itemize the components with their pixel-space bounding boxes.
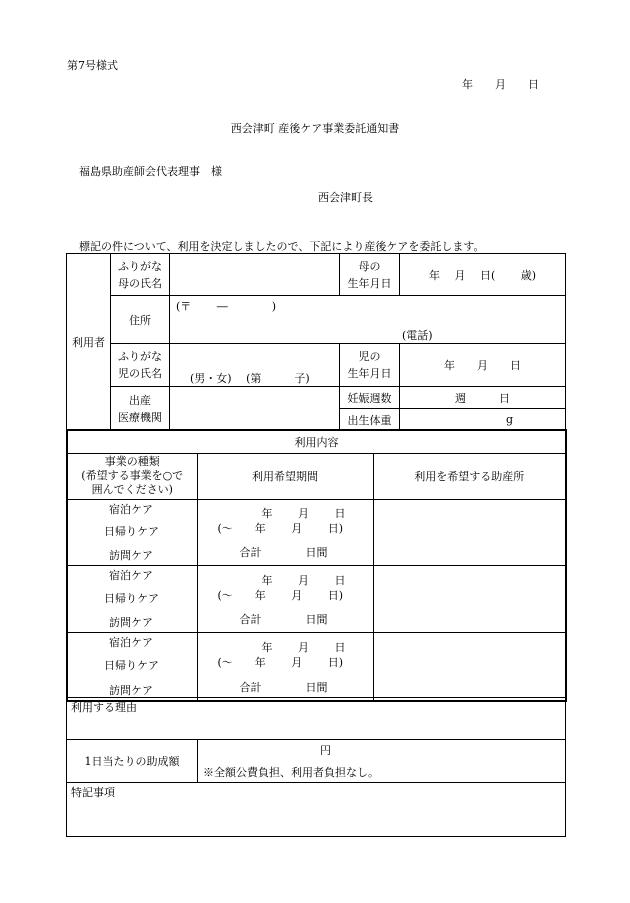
child-dob-field[interactable]: 年 月 日 <box>400 344 566 387</box>
form-number: 第7号様式 <box>67 59 118 72</box>
service-types-cell[interactable] <box>67 499 197 565</box>
visit-care-option[interactable]: 訪問ケア <box>109 615 153 629</box>
period-end: (～ 年 月 日) <box>217 588 344 602</box>
overnight-care-option[interactable]: 宿泊ケア <box>109 568 153 582</box>
child-dob-label: 児の 生年月日 <box>340 344 400 387</box>
facility-label: 出産 医療機関 <box>111 387 170 431</box>
child-name-field[interactable] <box>170 344 340 387</box>
addressee: 福島県助産師会代表理事 様 <box>79 165 222 178</box>
address-label: 住所 <box>111 296 170 344</box>
mother-dob-field[interactable]: 年 月 日( 歳) <box>400 254 566 296</box>
birth-weight-field[interactable]: g <box>400 409 566 431</box>
gestation-label: 妊娠週数 <box>340 387 400 409</box>
user-section-label: 利用者 <box>67 254 111 431</box>
mother-name-field[interactable] <box>170 254 340 296</box>
sender: 西会津町長 <box>318 191 373 204</box>
day-care-option[interactable]: 日帰りケア <box>104 591 159 605</box>
postal-code: (〒 ― ) <box>176 300 277 313</box>
period-cell[interactable] <box>197 565 373 632</box>
usage-row <box>67 632 566 701</box>
notes-label: 特記事項 <box>71 786 115 799</box>
notes-field[interactable] <box>67 783 566 837</box>
facility-cell[interactable] <box>373 565 566 632</box>
mother-dob-label: 母の 生年月日 <box>340 254 400 296</box>
period-start: 年 月 日 <box>261 640 346 654</box>
facility-cell[interactable] <box>373 632 566 701</box>
birth-weight-label: 出生体重 <box>340 409 400 431</box>
child-sex-order: (男・女) (第 子) <box>190 372 310 385</box>
facility-cell[interactable] <box>373 499 566 565</box>
mother-name-label: ふりがな 母の氏名 <box>111 254 170 296</box>
document-title: 西会津町 産後ケア事業委託通知書 <box>230 122 400 135</box>
period-header: 利用希望期間 <box>197 453 373 499</box>
service-types-cell[interactable] <box>67 565 197 632</box>
phone: (電話) <box>402 329 433 342</box>
period-start: 年 月 日 <box>261 506 346 520</box>
reason-field[interactable] <box>67 698 566 740</box>
service-type-header: 事業の種類 (希望する事業を○で 囲んでください) <box>67 453 197 499</box>
child-name-label: ふりがな 児の氏名 <box>111 344 170 387</box>
usage-title: 利用内容 <box>67 430 566 453</box>
intro-text: 標記の件について、利用を決定しましたので、下記により産後ケアを委託します。 <box>79 240 485 253</box>
subsidy-label: 1日当たりの助成額 <box>67 740 198 783</box>
period-end: (～ 年 月 日) <box>217 521 344 535</box>
issue-date: 年 月 日 <box>462 78 539 91</box>
visit-care-option[interactable]: 訪問ケア <box>109 548 153 562</box>
subsidy-unit: 円 <box>320 744 331 757</box>
service-types-cell[interactable] <box>67 632 197 701</box>
day-care-option[interactable]: 日帰りケア <box>104 658 159 672</box>
period-end: (～ 年 月 日) <box>217 655 344 669</box>
gestation-field[interactable]: 週 日 <box>400 387 566 409</box>
period-total: 合計 日間 <box>239 612 328 626</box>
period-total: 合計 日間 <box>239 545 328 559</box>
reason-label: 利用する理由 <box>71 701 137 714</box>
facility-field[interactable] <box>170 387 340 431</box>
usage-row <box>67 565 566 632</box>
period-cell[interactable] <box>197 632 373 701</box>
subsidy-field[interactable] <box>198 740 566 783</box>
usage-row <box>67 499 566 565</box>
facility-header: 利用を希望する助産所 <box>373 453 566 499</box>
usage-table <box>66 429 567 702</box>
day-care-option[interactable]: 日帰りケア <box>104 524 159 538</box>
visit-care-option[interactable]: 訪問ケア <box>109 683 153 697</box>
user-info-table <box>66 253 566 431</box>
period-total: 合計 日間 <box>239 680 328 694</box>
subsidy-note: ※全額公費負担、利用者負担なし。 <box>203 766 379 779</box>
overnight-care-option[interactable]: 宿泊ケア <box>109 635 153 649</box>
overnight-care-option[interactable]: 宿泊ケア <box>109 502 153 516</box>
period-cell[interactable] <box>197 499 373 565</box>
address-field[interactable] <box>170 296 566 344</box>
bottom-table <box>66 697 566 837</box>
period-start: 年 月 日 <box>261 573 346 587</box>
